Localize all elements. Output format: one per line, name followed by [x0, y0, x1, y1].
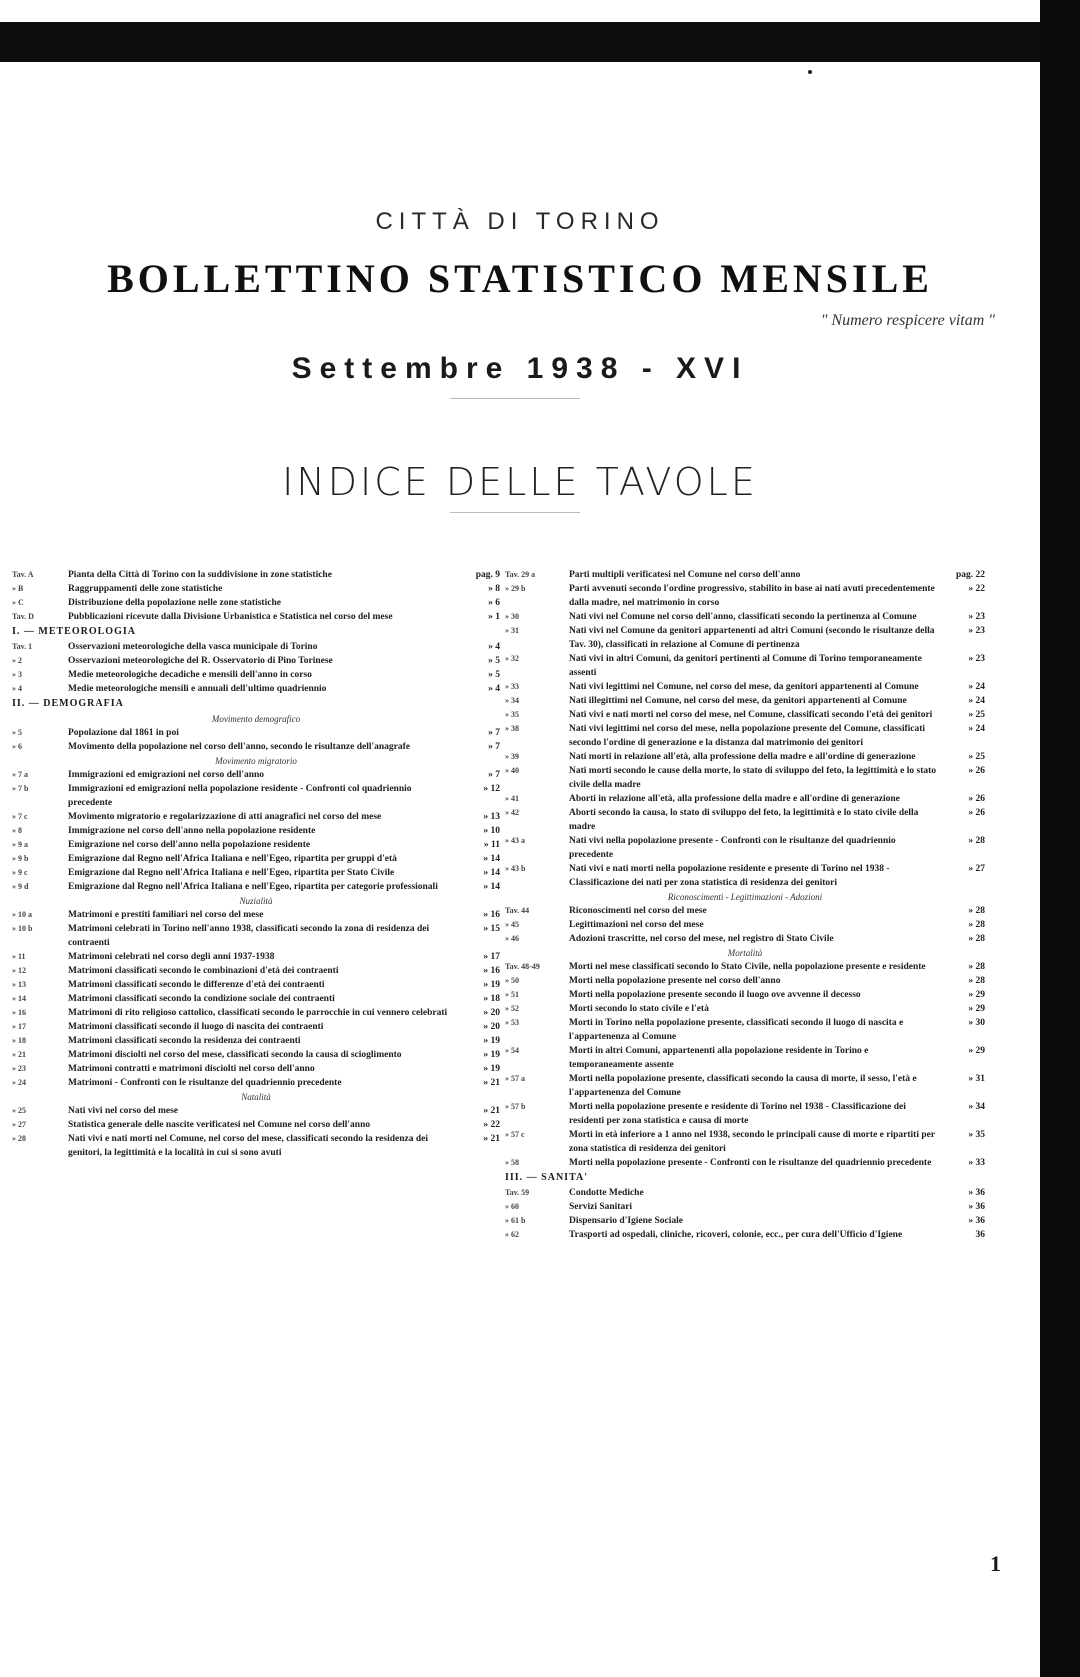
- entry-page: » 27: [968, 864, 985, 874]
- index-entry: [505, 1200, 985, 1214]
- index-entry: [505, 862, 985, 890]
- entry-title: Emigrazione dal Regno nell'Africa Italiana e nell'Egeo, ripartita per gruppi d'età: [68, 854, 397, 864]
- index-entry: [505, 904, 985, 918]
- entry-page: » 35: [968, 1130, 985, 1140]
- index-entry: [12, 838, 500, 852]
- entry-title: Matrimoni classificati secondo la residenza dei contraenti: [68, 1036, 301, 1046]
- index-entry: [505, 1228, 985, 1242]
- index-entry: [505, 932, 985, 946]
- table-ref: » 12: [12, 966, 26, 975]
- index-entry: [12, 866, 500, 880]
- section-heading: II. — DEMOGRAFIA: [12, 698, 124, 709]
- issue-date: Settembre 1938 - XVI: [291, 352, 749, 385]
- entry-title: Immigrazioni ed emigrazioni nel corso dell'anno: [68, 770, 265, 780]
- table-ref: » 9 c: [12, 868, 28, 877]
- index-entry: [505, 680, 985, 694]
- entry-page: » 4: [488, 684, 500, 694]
- index-entry: [505, 652, 985, 680]
- entry-page: » 16: [483, 966, 500, 976]
- entry-page: » 26: [968, 766, 985, 776]
- index-entry: [505, 792, 985, 806]
- table-ref: » 13: [12, 980, 26, 989]
- entry-page: » 13: [483, 812, 500, 822]
- entry-title: Morti in Torino nella popolazione presente, classificati secondo il luogo di nascita e l'appartenenza al Comune: [569, 1018, 904, 1042]
- entry-page: » 24: [968, 682, 985, 692]
- entry-page: » 5: [488, 656, 500, 666]
- index-entry: [505, 1128, 985, 1156]
- table-ref: » 57 a: [505, 1074, 525, 1083]
- entry-title: Matrimoni di rito religioso cattolico, classificati secondo le parrocchie in cui vennero celebrati: [68, 1008, 448, 1018]
- city-name: CITTÀ DI TORINO: [375, 208, 665, 235]
- table-ref: » 35: [505, 710, 519, 719]
- entry-page: » 12: [483, 784, 500, 794]
- section-heading: I. — METEOROLOGIA: [12, 626, 136, 637]
- table-ref: » B: [12, 584, 24, 593]
- index-entry: [12, 922, 500, 950]
- table-ref: Tav. 59: [505, 1188, 530, 1197]
- index-entry: [505, 1214, 985, 1228]
- index-entry: [505, 694, 985, 708]
- index-entry: [505, 722, 985, 750]
- index-title: INDICE DELLE TAVOLE: [282, 460, 758, 504]
- subsection-heading: Nuzialità: [239, 896, 273, 906]
- table-ref: » 7 c: [12, 812, 28, 821]
- entry-page: » 23: [968, 626, 985, 636]
- table-ref: » 40: [505, 766, 519, 775]
- table-ref: Tav. 29 a: [505, 570, 536, 579]
- index-entry: [505, 834, 985, 862]
- subsection-heading: Mortalità: [727, 948, 763, 958]
- table-ref: » 51: [505, 990, 519, 999]
- index-entry: [12, 1020, 500, 1034]
- entry-page: pag. 9: [475, 570, 500, 580]
- entry-title: Nati vivi legittimi nel corso del mese, nella popolazione presente del Comune, classificati secondo l'ordine di generazione e la distanza dal matrimonio dei genitori: [569, 724, 926, 748]
- entry-page: » 15: [483, 924, 500, 934]
- entry-page: » 30: [968, 1018, 985, 1028]
- index-entry: [12, 978, 500, 992]
- index-entry: [505, 1156, 985, 1170]
- index-entry: [505, 988, 985, 1002]
- entry-title: Nati vivi nel Comune nel corso dell'anno, classificati secondo la pertinenza al Comune: [569, 612, 917, 622]
- entry-title: Morti nella popolazione presente, classificati secondo la causa di morte, il sesso, l'età e l'appartenenza del Comune: [569, 1074, 917, 1098]
- entry-page: » 7: [488, 742, 500, 752]
- index-entry: [12, 950, 500, 964]
- entry-title: Dispensario d'Igiene Sociale: [569, 1216, 684, 1226]
- table-ref: » 50: [505, 976, 519, 985]
- table-ref: Tav. 48-49: [505, 962, 540, 971]
- entry-title: Statistica generale delle nascite verificatesi nel Comune nel corso dell'anno: [68, 1120, 371, 1130]
- page-number: 1: [990, 1551, 1001, 1576]
- index-entry: [505, 708, 985, 722]
- entry-title: Medie meteorologiche decadiche e mensili dell'anno in corso: [68, 670, 312, 680]
- entry-page: » 14: [483, 882, 500, 892]
- table-ref: » 57 b: [505, 1102, 526, 1111]
- entry-title: Pubblicazioni ricevute dalla Divisione Urbanistica e Statistica nel corso del mese: [68, 612, 393, 622]
- index-entry: [505, 806, 985, 834]
- index-entry: [12, 1034, 500, 1048]
- entry-page: » 18: [483, 994, 500, 1004]
- motto: " Numero respicere vitam ": [820, 312, 995, 329]
- index-entry: [12, 568, 500, 582]
- entry-title: Servizi Sanitari: [569, 1202, 633, 1212]
- table-ref: » 57 c: [505, 1130, 525, 1139]
- table-ref: » 9 a: [12, 840, 28, 849]
- index-entry: [505, 750, 985, 764]
- entry-title: Distribuzione della popolazione nelle zone statistiche: [68, 598, 281, 608]
- index-entry: [12, 880, 500, 894]
- entry-title: Morti nella popolazione presente - Confronti con le risultanze del quadriennio precedente: [569, 1158, 932, 1168]
- table-ref: » 42: [505, 808, 519, 817]
- table-ref: » 9 d: [12, 882, 29, 891]
- table-ref: » 11: [12, 952, 26, 961]
- table-ref: » C: [12, 598, 24, 607]
- index-entry: [12, 824, 500, 838]
- index-entry: [505, 918, 985, 932]
- entry-page: » 6: [488, 598, 500, 608]
- entry-page: » 22: [968, 584, 985, 594]
- index-entry: [505, 1072, 985, 1100]
- table-ref: » 27: [12, 1120, 26, 1129]
- entry-page: » 21: [483, 1106, 500, 1116]
- entry-page: » 20: [483, 1022, 500, 1032]
- table-ref: » 6: [12, 742, 22, 751]
- table-ref: » 7 b: [12, 784, 29, 793]
- index-entry: [12, 1076, 500, 1090]
- entry-page: » 21: [483, 1078, 500, 1088]
- entry-page: » 16: [483, 910, 500, 920]
- entry-title: Matrimoni e prestiti familiari nel corso del mese: [68, 910, 264, 920]
- entry-page: » 4: [488, 642, 500, 652]
- subsection-heading: Movimento migratorio: [215, 756, 297, 766]
- entry-page: » 36: [968, 1188, 985, 1198]
- entry-title: Matrimoni classificati secondo il luogo di nascita dei contraenti: [68, 1022, 324, 1032]
- table-ref: » 7 a: [12, 770, 28, 779]
- entry-page: » 24: [968, 724, 985, 734]
- entry-title: Matrimoni disciolti nel corso del mese, classificati secondo la causa di scioglimento: [68, 1050, 402, 1060]
- entry-page: » 23: [968, 654, 985, 664]
- table-ref: » 62: [505, 1230, 519, 1239]
- entry-title: Nati vivi nel Comune da genitori appartenenti ad altri Comuni (secondo le risultanze della Tav. 30), classificati in relazione al Comune di pertinenza: [569, 626, 935, 650]
- entry-title: Parti multipli verificatesi nel Comune nel corso dell'anno: [569, 570, 801, 580]
- index-entry: [12, 582, 500, 596]
- entry-page: » 7: [488, 728, 500, 738]
- table-ref: » 45: [505, 920, 519, 929]
- entry-page: » 24: [968, 696, 985, 706]
- table-ref: » 4: [12, 684, 22, 693]
- table-ref: » 41: [505, 794, 519, 803]
- table-ref: » 23: [12, 1064, 26, 1073]
- table-ref: » 10 a: [12, 910, 32, 919]
- entry-title: Matrimoni classificati secondo la condizione sociale dei contraenti: [68, 994, 335, 1004]
- entry-title: Pianta della Città di Torino con la suddivisione in zone statistiche: [68, 570, 332, 580]
- entry-page: » 14: [483, 868, 500, 878]
- entry-page: » 28: [968, 836, 985, 846]
- entry-page: » 19: [483, 1064, 500, 1074]
- index-entry: [12, 726, 500, 740]
- table-ref: » 3: [12, 670, 22, 679]
- entry-page: » 28: [968, 976, 985, 986]
- entry-title: Osservazioni meteorologiche della vasca municipale di Torino: [68, 642, 318, 652]
- table-ref: » 38: [505, 724, 519, 733]
- table-ref: » 54: [505, 1046, 519, 1055]
- entry-page: » 19: [483, 980, 500, 990]
- table-ref: » 9 b: [12, 854, 29, 863]
- entry-title: Emigrazione dal Regno nell'Africa Italiana e nell'Egeo, ripartita per categorie professionali: [68, 882, 438, 892]
- index-entry: [12, 782, 500, 810]
- entry-title: Movimento della popolazione nel corso dell'anno, secondo le risultanze dell'anagrafe: [68, 742, 410, 752]
- index-entry: [12, 810, 500, 824]
- entry-page: » 19: [483, 1036, 500, 1046]
- entry-page: » 28: [968, 934, 985, 944]
- table-ref: » 58: [505, 1158, 519, 1167]
- table-ref: » 18: [12, 1036, 26, 1045]
- entry-page: » 11: [483, 840, 500, 850]
- table-ref: » 29 b: [505, 584, 526, 593]
- entry-title: Immigrazioni ed emigrazioni nella popolazione residente - Confronti col quadriennio precedente: [68, 784, 412, 808]
- index-entry: [505, 764, 985, 792]
- entry-page: » 29: [968, 1004, 985, 1014]
- entry-title: Emigrazione dal Regno nell'Africa Italiana e nell'Egeo, ripartita per Stato Civile: [68, 868, 395, 878]
- index-entry: [505, 624, 985, 652]
- index-entry: [12, 640, 500, 654]
- entry-page: » 1: [488, 612, 500, 622]
- index-entry: [12, 992, 500, 1006]
- entry-page: » 26: [968, 808, 985, 818]
- table-ref: Tav. A: [12, 570, 34, 579]
- table-ref: » 17: [12, 1022, 26, 1031]
- section-heading: III. — SANITA': [505, 1172, 588, 1183]
- entry-title: Nati vivi in altri Comuni, da genitori pertinenti al Comune di Torino temporaneamente assenti: [569, 654, 922, 678]
- entry-page: » 29: [968, 990, 985, 1000]
- entry-page: pag. 22: [955, 570, 985, 580]
- table-ref: » 5: [12, 728, 22, 737]
- separator-rule: [450, 512, 580, 513]
- index-entry: [12, 852, 500, 866]
- entry-title: Nati morti secondo le cause della morte, lo stato di sviluppo del feto, la legittimità e lo stato civile della madre: [569, 766, 937, 790]
- entry-title: Morti in altri Comuni, appartenenti alla popolazione residente in Torino e temporaneamente assente: [569, 1046, 869, 1070]
- index-entry: [12, 610, 500, 624]
- entry-page: » 31: [968, 1074, 985, 1084]
- index-entry: [12, 682, 500, 696]
- subsection-heading: Natalità: [241, 1092, 271, 1102]
- entry-page: » 28: [968, 920, 985, 930]
- entry-title: Nati vivi e nati morti nel Comune, nel corso del mese, classificati secondo la residenza dei genitori, la legittimità e la località in cui si sono avuti: [68, 1134, 428, 1158]
- entry-title: Nati vivi nella popolazione presente - Confronti con le risultanze del quadriennio precedente: [569, 836, 896, 860]
- entry-page: » 25: [968, 710, 985, 720]
- entry-title: Nati illegittimi nel Comune, nel corso del mese, da genitori appartenenti al Comune: [569, 696, 907, 706]
- entry-title: Nati vivi e nati morti nel corso del mese, nel Comune, classificati secondo l'età dei genitori: [569, 710, 933, 720]
- table-ref: » 43 a: [505, 836, 525, 845]
- index-entry: [12, 964, 500, 978]
- entry-page: » 34: [968, 1102, 985, 1112]
- entry-title: Movimento migratorio e regolarizzazione di atti anagrafici nel corso del mese: [68, 812, 382, 822]
- index-entry: [505, 1016, 985, 1044]
- entry-title: Nati morti in relazione all'età, alla professione della madre e all'ordine di generazione: [569, 752, 916, 762]
- entry-page: 36: [975, 1230, 985, 1240]
- table-ref: » 61 b: [505, 1216, 526, 1225]
- table-ref: » 39: [505, 752, 519, 761]
- entry-title: Matrimoni classificati secondo le differenze d'età dei contraenti: [68, 980, 325, 990]
- table-ref: » 25: [12, 1106, 26, 1115]
- entry-page: » 8: [488, 584, 500, 594]
- index-entry: [12, 1048, 500, 1062]
- entry-title: Trasporti ad ospedali, cliniche, ricoveri, colonie, ecc., per cura dell'Ufficio d'Igiene: [569, 1230, 903, 1240]
- table-ref: » 60: [505, 1202, 519, 1211]
- entry-page: » 5: [488, 670, 500, 680]
- entry-title: Nati vivi nel corso del mese: [68, 1106, 179, 1116]
- entry-page: » 36: [968, 1216, 985, 1226]
- table-ref: » 21: [12, 1050, 26, 1059]
- entry-title: Riconoscimenti nel corso del mese: [569, 906, 707, 916]
- entry-page: » 14: [483, 854, 500, 864]
- index-entry: [12, 1062, 500, 1076]
- table-ref: » 52: [505, 1004, 519, 1013]
- table-ref: » 30: [505, 612, 519, 621]
- table-ref: Tav. 44: [505, 906, 530, 915]
- entry-page: » 29: [968, 1046, 985, 1056]
- entry-title: Nati vivi e nati morti nella popolazione residente e presente di Torino nel 1938 - Classificazione dei nati per zona statistica di residenza dei genitori: [569, 864, 890, 888]
- entry-title: Parti avvenuti secondo l'ordine progressivo, stabilito in base ai nati avuti precedentemente dalla madre, nel matrimonio in corso: [569, 584, 935, 608]
- index-entry: [12, 596, 500, 610]
- entry-title: Morti nella popolazione presente secondo il luogo ove avvenne il decesso: [569, 990, 861, 1000]
- entry-title: Morti nella popolazione presente e residente di Torino nel 1938 - Classificazione dei residenti per zona statistica e causa di morte: [569, 1102, 906, 1126]
- index-entry: [505, 960, 985, 974]
- index-entry: [505, 1044, 985, 1072]
- index-entry: [12, 740, 500, 754]
- entry-title: Matrimoni celebrati in Torino nell'anno 1938, classificati secondo la zona di residenza dei contraenti: [68, 924, 430, 948]
- index-entry: [505, 610, 985, 624]
- entry-title: Popolazione dal 1861 in poi: [68, 728, 179, 738]
- entry-title: Adozioni trascritte, nel corso del mese, nel registro di Stato Civile: [569, 934, 834, 944]
- index-entry: [12, 1118, 500, 1132]
- table-ref: » 16: [12, 1008, 26, 1017]
- table-ref: » 10 b: [12, 924, 33, 933]
- entry-title: Morti secondo lo stato civile e l'età: [569, 1004, 709, 1014]
- scan-border-right: [1040, 0, 1080, 1677]
- entry-title: Aborti in relazione all'età, alla professione della madre e all'ordine di generazione: [569, 794, 900, 804]
- index-entry: [12, 908, 500, 922]
- index-entry: [505, 1100, 985, 1128]
- entry-title: Matrimoni - Confronti con le risultanze del quadriennio precedente: [68, 1078, 342, 1088]
- table-ref: » 33: [505, 682, 519, 691]
- entry-title: Matrimoni celebrati nel corso degli anni 1937-1938: [68, 952, 275, 962]
- entry-page: » 19: [483, 1050, 500, 1060]
- table-ref: » 24: [12, 1078, 26, 1087]
- scan-border-top-light: [0, 0, 1040, 22]
- entry-page: » 33: [968, 1158, 985, 1168]
- entry-title: Nati vivi legittimi nel Comune, nel corso del mese, da genitori appartenenti al Comune: [569, 682, 919, 692]
- index-entry: [505, 974, 985, 988]
- index-entry: [12, 654, 500, 668]
- entry-title: Osservazioni meteorologiche del R. Osservatorio di Pino Torinese: [68, 656, 333, 666]
- table-ref: » 43 b: [505, 864, 526, 873]
- table-ref: » 14: [12, 994, 26, 1003]
- subsection-heading: Riconoscimenti - Legittimazioni - Adozioni: [667, 892, 823, 902]
- table-ref: Tav. 1: [12, 642, 33, 651]
- table-ref: » 46: [505, 934, 519, 943]
- index-entry: [12, 1006, 500, 1020]
- table-ref: Tav. D: [12, 612, 34, 621]
- entry-page: » 7: [488, 770, 500, 780]
- table-ref: » 34: [505, 696, 519, 705]
- table-ref: » 8: [12, 826, 22, 835]
- entry-title: Matrimoni contratti e matrimoni disciolti nel corso dell'anno: [68, 1064, 315, 1074]
- entry-page: » 20: [483, 1008, 500, 1018]
- entry-page: » 28: [968, 962, 985, 972]
- entry-title: Immigrazione nel corso dell'anno nella popolazione residente: [68, 826, 316, 836]
- index-entry: [12, 1104, 500, 1118]
- entry-title: Morti nella popolazione presente nel corso dell'anno: [569, 976, 781, 986]
- entry-page: » 25: [968, 752, 985, 762]
- index-entry: [12, 768, 500, 782]
- table-ref: » 32: [505, 654, 519, 663]
- entry-page: » 10: [483, 826, 500, 836]
- index-entry: [505, 568, 985, 582]
- entry-title: Condotte Mediche: [569, 1188, 644, 1198]
- entry-page: » 36: [968, 1202, 985, 1212]
- subsection-heading: Movimento demografico: [211, 714, 301, 724]
- entry-page: » 28: [968, 906, 985, 916]
- entry-title: Legittimazioni nel corso del mese: [569, 920, 704, 930]
- entry-title: Raggruppamenti delle zone statistiche: [68, 584, 223, 594]
- index-entry: [505, 1002, 985, 1016]
- index-column-right: [505, 568, 985, 1242]
- index-entry: [505, 1186, 985, 1200]
- entry-title: Morti in età inferiore a 1 anno nel 1938, secondo le principali cause di morte e ripartiti per zona statistica di residenza dei genitori: [569, 1130, 935, 1154]
- bulletin-title: BOLLETTINO STATISTICO MENSILE: [107, 256, 933, 301]
- index-column-left: [12, 568, 500, 1160]
- table-ref: » 31: [505, 626, 519, 635]
- entry-page: » 17: [483, 952, 500, 962]
- table-ref: » 53: [505, 1018, 519, 1027]
- entry-title: Matrimoni classificati secondo le combinazioni d'età dei contraenti: [68, 966, 339, 976]
- entry-title: Morti nel mese classificati secondo lo Stato Civile, nella popolazione presente e residente: [569, 962, 926, 972]
- entry-title: Emigrazione nel corso dell'anno nella popolazione residente: [68, 840, 311, 850]
- entry-title: Medie meteorologiche mensili e annuali dell'ultimo quadriennio: [68, 684, 327, 694]
- table-ref: » 2: [12, 656, 22, 665]
- scan-speck: [808, 70, 812, 74]
- entry-title: Aborti secondo la causa, lo stato di sviluppo del feto, la legittimità e lo stato civile della madre: [569, 808, 919, 832]
- entry-page: » 26: [968, 794, 985, 804]
- entry-page: » 23: [968, 612, 985, 622]
- index-entry: [12, 1132, 500, 1160]
- separator-rule: [450, 398, 580, 399]
- entry-page: » 22: [483, 1120, 500, 1130]
- table-ref: » 28: [12, 1134, 26, 1143]
- index-entry: [12, 668, 500, 682]
- index-entry: [505, 582, 985, 610]
- entry-page: » 21: [483, 1134, 500, 1144]
